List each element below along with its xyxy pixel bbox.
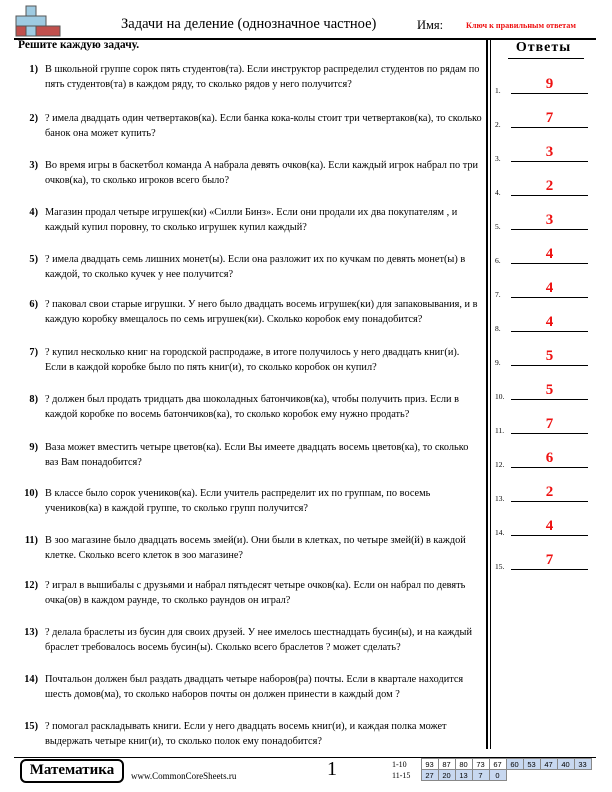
question-text: Магазин продал четыре игрушек(ки) «Силли Бинз». Если они продали их два покупателям , и каждый купил поровну, то сколько игрушек купил каждый? — [45, 207, 458, 233]
answer-blank-line — [511, 229, 588, 230]
answer-blank-line — [511, 433, 588, 434]
answer-value: 6 — [545, 450, 554, 466]
answer-blank-line — [511, 195, 588, 196]
answer-blank-line — [511, 467, 588, 468]
question-text: Почтальон должен был раздать двадцать четыре наборов(ра) почты. Если в квартале находится шесть домов(ма), то сколько наборов почты он должен принести в каждый дом ? — [45, 674, 464, 700]
answer-row — [495, 484, 595, 504]
answer-blank-line — [511, 501, 588, 502]
logo-icon — [14, 4, 62, 40]
answer-blank-line — [511, 263, 588, 264]
answer-value: 4 — [545, 280, 554, 296]
answers-header-underline — [508, 58, 584, 59]
question-number: 14) — [24, 674, 38, 685]
answers-header: Ответы — [515, 40, 572, 55]
score-cell: 93 — [421, 759, 438, 770]
answer-value: 5 — [545, 382, 554, 398]
answer-number: 10. — [495, 392, 505, 401]
score-cell: 40 — [557, 759, 574, 770]
answer-number: 8. — [495, 324, 501, 333]
score-row — [391, 759, 591, 770]
answer-row — [495, 280, 595, 300]
answer-value: 2 — [545, 178, 554, 194]
question-number: 8) — [29, 394, 38, 405]
answer-number: 6. — [495, 256, 501, 265]
answer-value: 7 — [545, 110, 554, 126]
answer-number: 4. — [495, 188, 501, 197]
question-number: 15) — [24, 721, 38, 732]
answer-blank-line — [511, 161, 588, 162]
answer-value: 5 — [545, 348, 554, 364]
instruction-text: Решите каждую задачу. — [18, 39, 140, 51]
score-cell: 0 — [489, 770, 506, 781]
score-row-label: 11-15 — [392, 770, 411, 780]
answer-row — [495, 76, 595, 96]
score-cell: 27 — [421, 770, 438, 781]
question-text: ? помогал раскладывать книги. Если у него двадцать восемь книг(и), и каждая полка может выдержать четыре книг(и), то сколько полок ему понадобится? — [45, 721, 447, 747]
question-number: 13) — [24, 627, 38, 638]
answer-value: 3 — [545, 144, 554, 160]
answer-number: 5. — [495, 222, 501, 231]
question-text: В школьной группе сорок пять студентов(та). Если инструктор распределил студентов по рядам по пять студентов(та) в каждом ряду, то сколько рядов у него получится? — [45, 64, 480, 90]
question-text: В зоо магазине было двадцать восемь змей(и). Они были в клетках, по четыре змей(й) в каждой клетке. Сколько всего клеток в зоо магазине? — [45, 535, 466, 561]
question-number: 1) — [29, 64, 38, 75]
answer-panel-border — [486, 39, 488, 749]
page-number: 1 — [327, 758, 337, 780]
subject-badge: Математика — [20, 759, 124, 783]
answer-row — [495, 552, 595, 572]
question-number: 10) — [24, 488, 38, 499]
answer-row — [495, 212, 595, 232]
answer-blank-line — [511, 365, 588, 366]
question-number: 2) — [29, 113, 38, 124]
answer-blank-line — [511, 535, 588, 536]
answer-value: 4 — [545, 314, 554, 330]
question-number: 4) — [29, 207, 38, 218]
answer-number: 9. — [495, 358, 501, 367]
question-text: ? должен был продать тридцать два шоколадных батончиков(ка), чтобы получить приз. Если в каждой коробке по восемь батончиков(ка), то сколько коробок ему нужно продать? — [45, 394, 459, 420]
question-number: 3) — [29, 160, 38, 171]
answer-number: 11. — [495, 426, 505, 435]
answer-value: 7 — [545, 416, 554, 432]
score-cell: 20 — [438, 770, 455, 781]
answer-value: 4 — [545, 246, 554, 262]
score-cell: 47 — [540, 759, 557, 770]
answer-row — [495, 382, 595, 402]
score-cell: 60 — [506, 759, 523, 770]
answer-number: 13. — [495, 494, 505, 503]
question-text: Ваза может вместить четыре цветов(ка). Если Вы имеете двадцать восемь цветов(ка), то сколько ваз Вам понадобится? — [45, 442, 469, 468]
answer-row — [495, 518, 595, 538]
answer-number: 3. — [495, 154, 501, 163]
question-number: 6) — [29, 299, 38, 310]
answer-number: 1. — [495, 86, 501, 95]
score-cell: 80 — [455, 759, 472, 770]
answer-panel-border-inner — [490, 39, 491, 749]
question-text: ? играл в вышибалы с друзьями и набрал пятьдесят четыре очков(ка). Если он набрал по девять очка(ов) в каждом раунде, то сколько раундов он играл? — [45, 580, 466, 606]
question-text: ? делала браслеты из бусин для своих друзей. У нее имелось шестнадцать бусин(ы), и на каждый браслет требовалось восемь бусин(ы). Сколько всего браслетов ? может сделать? — [45, 627, 472, 653]
score-cell: 7 — [472, 770, 489, 781]
question-text: В классе было сорок учеников(ка). Если учитель распределит их по группам, по восемь учеников(ка) в каждой группе, то сколько групп получится? — [45, 488, 431, 514]
answer-row — [495, 246, 595, 266]
question-number: 7) — [29, 347, 38, 358]
question-number: 9) — [29, 442, 38, 453]
answer-number: 14. — [495, 528, 505, 537]
answer-row — [495, 348, 595, 368]
score-table — [391, 758, 592, 781]
score-cell: 13 — [455, 770, 472, 781]
answer-blank-line — [511, 127, 588, 128]
answer-number: 7. — [495, 290, 501, 299]
score-cell: 67 — [489, 759, 506, 770]
answer-blank-line — [511, 399, 588, 400]
question-number: 11) — [24, 535, 38, 546]
name-label: Имя: — [417, 18, 444, 32]
score-cell: 53 — [523, 759, 540, 770]
score-row-label: 1-10 — [392, 759, 407, 769]
answer-row — [495, 144, 595, 164]
answer-value: 4 — [545, 518, 554, 534]
answer-row — [495, 314, 595, 334]
question-text: ? имела двадцать один четвертаков(ка). Если банка кока-колы стоит три четвертаков(ка), то сколько банок она может купить? — [45, 113, 482, 139]
page-title: Задачи на деление (однозначное частное) — [121, 16, 377, 32]
answer-row — [495, 178, 595, 198]
question-text: ? купил несколько книг на городской распродаже, в итоге получилось у него двадцать книг(и). Если в каждой коробке было по пять книг(и), то сколько коробок он купил? — [45, 347, 460, 373]
answer-row — [495, 110, 595, 130]
question-text: ? имела двадцать семь лишних монет(ы). Если она разложит их по кучкам по девять монет(ы) в каждой, то сколько кучек у нее получится? — [45, 254, 466, 280]
answer-number: 2. — [495, 120, 501, 129]
answer-row — [495, 450, 595, 470]
score-cell: 73 — [472, 759, 489, 770]
site-link[interactable]: www.CommonCoreSheets.ru — [131, 771, 237, 781]
question-text: ? паковал свои старые игрушки. У него было двадцать восемь игрушек(ки) для запаковывания, и в каждую коробку вмещалось по семь игрушек(ки). Сколько коробок ему понадобится? — [45, 299, 478, 325]
answer-value: 3 — [545, 212, 554, 228]
answer-value: 2 — [545, 484, 554, 500]
question-number: 5) — [29, 254, 38, 265]
answer-value: 7 — [545, 552, 554, 568]
score-cell: 33 — [574, 759, 591, 770]
score-cell: 87 — [438, 759, 455, 770]
score-row — [391, 770, 591, 781]
answer-row — [495, 416, 595, 436]
answer-blank-line — [511, 569, 588, 570]
answer-blank-line — [511, 331, 588, 332]
question-number: 12) — [24, 580, 38, 591]
question-text: Во время игры в баскетбол команда A набрала девять очков(ка). Если каждый игрок набрал по три очков(ка), то сколько игроков всего было? — [45, 160, 479, 186]
answer-value: 9 — [545, 76, 554, 92]
answer-key-label: Ключ к правильным ответам — [466, 21, 576, 30]
answer-blank-line — [511, 297, 588, 298]
answer-blank-line — [511, 93, 588, 94]
answer-number: 12. — [495, 460, 505, 469]
answer-number: 15. — [495, 562, 505, 571]
